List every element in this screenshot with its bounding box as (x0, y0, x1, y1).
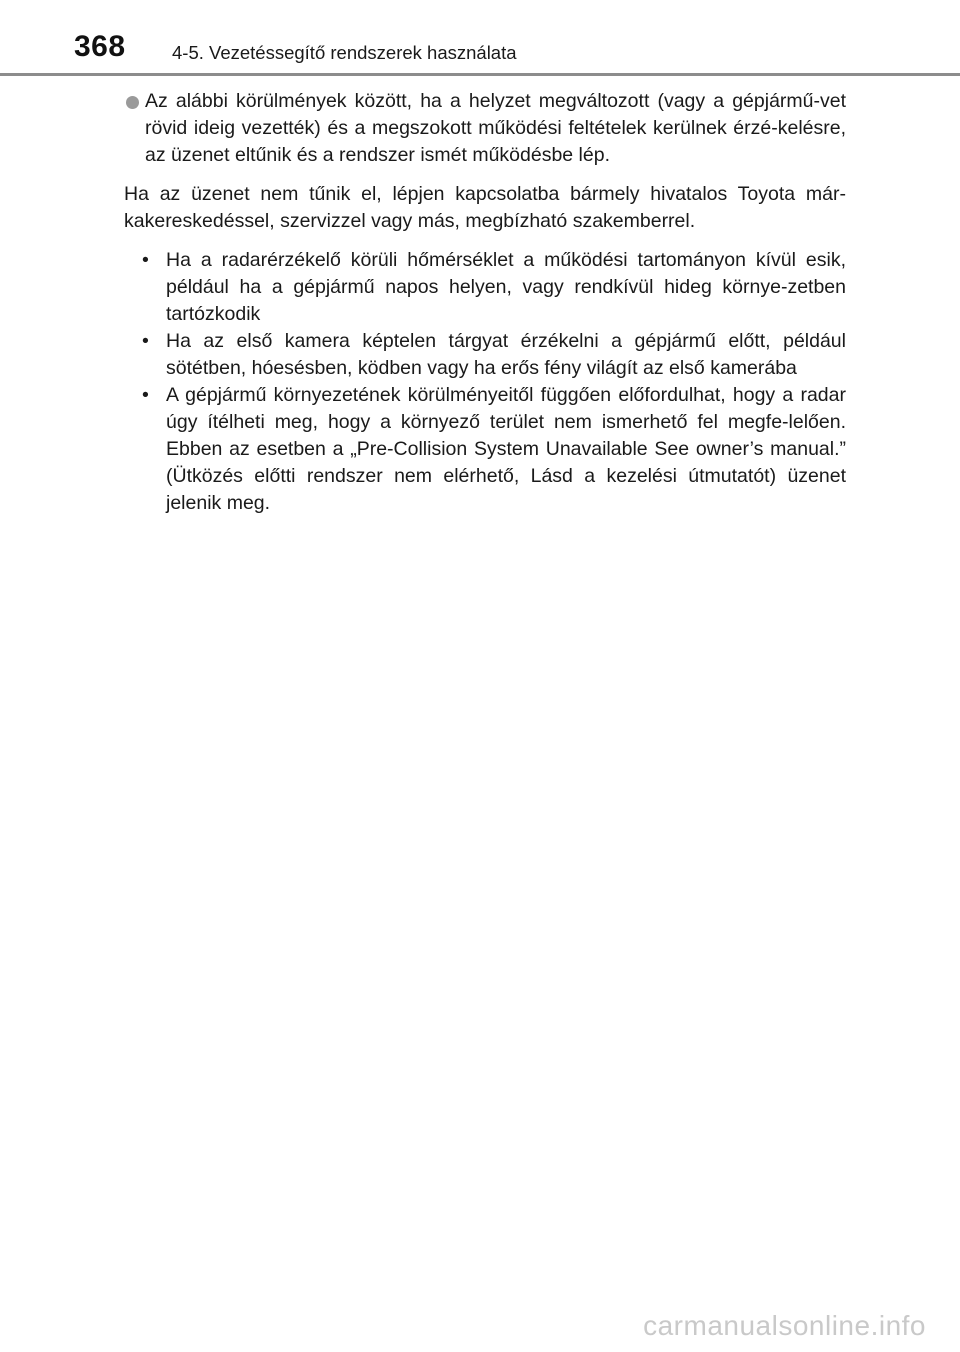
header-divider (0, 73, 960, 76)
section-title: 4-5. Vezetéssegítő rendszerek használata (172, 42, 517, 63)
bullet-mark: • (142, 330, 149, 352)
bullet-item (124, 328, 846, 382)
bullet-mark: • (142, 249, 149, 271)
page-number: 368 (74, 30, 126, 63)
page-content (124, 88, 846, 517)
dot-item-text: Az alábbi körülmények között, ha a helyzet megváltozott (vagy a gépjármű-vet rövid ideig vezették) és a megszokott működési feltételek kerülnek érzé-kelésre, az üzenet eltűnik és a rendszer ismét működésbe lép. (145, 90, 846, 166)
dot-list-item (124, 88, 846, 169)
body-paragraph: Ha az üzenet nem tűnik el, lépjen kapcsolatba bármely hivatalos Toyota már-kakereskedéssel, szervizzel vagy más, megbízható szakemberrel. (124, 183, 846, 232)
bullet-mark: • (142, 384, 149, 406)
page-header (0, 0, 960, 80)
bullet-item (124, 247, 846, 328)
watermark: carmanualsonline.info (643, 1310, 926, 1341)
bullet-item (124, 382, 846, 517)
bullet-text: Ha az első kamera képtelen tárgyat érzékelni a gépjármű előtt, például sötétben, hóesésben, ködben vagy ha erős fény világít az első kamerába (166, 330, 846, 379)
bullet-list (124, 247, 846, 517)
bullet-text: A gépjármű környezetének körülményeitől függően előfordulhat, hogy a radar úgy ítélheti meg, hogy a környező terület nem ismerhető fel megfe-lelően. Ebben az esetben a „Pre-Collision System Unavailable See owner’s manual.” (Ütközés előtti rendszer nem elérhető, Lásd a kezelési útmutatót) üzenet jelenik meg. (166, 384, 846, 514)
circle-bullet-icon (126, 96, 139, 109)
bullet-text: Ha a radarérzékelő körüli hőmérséklet a működési tartományon kívül esik, például ha a gépjármű napos helyen, vagy rendkívül hideg környe-zetben tartózkodik (166, 249, 846, 325)
